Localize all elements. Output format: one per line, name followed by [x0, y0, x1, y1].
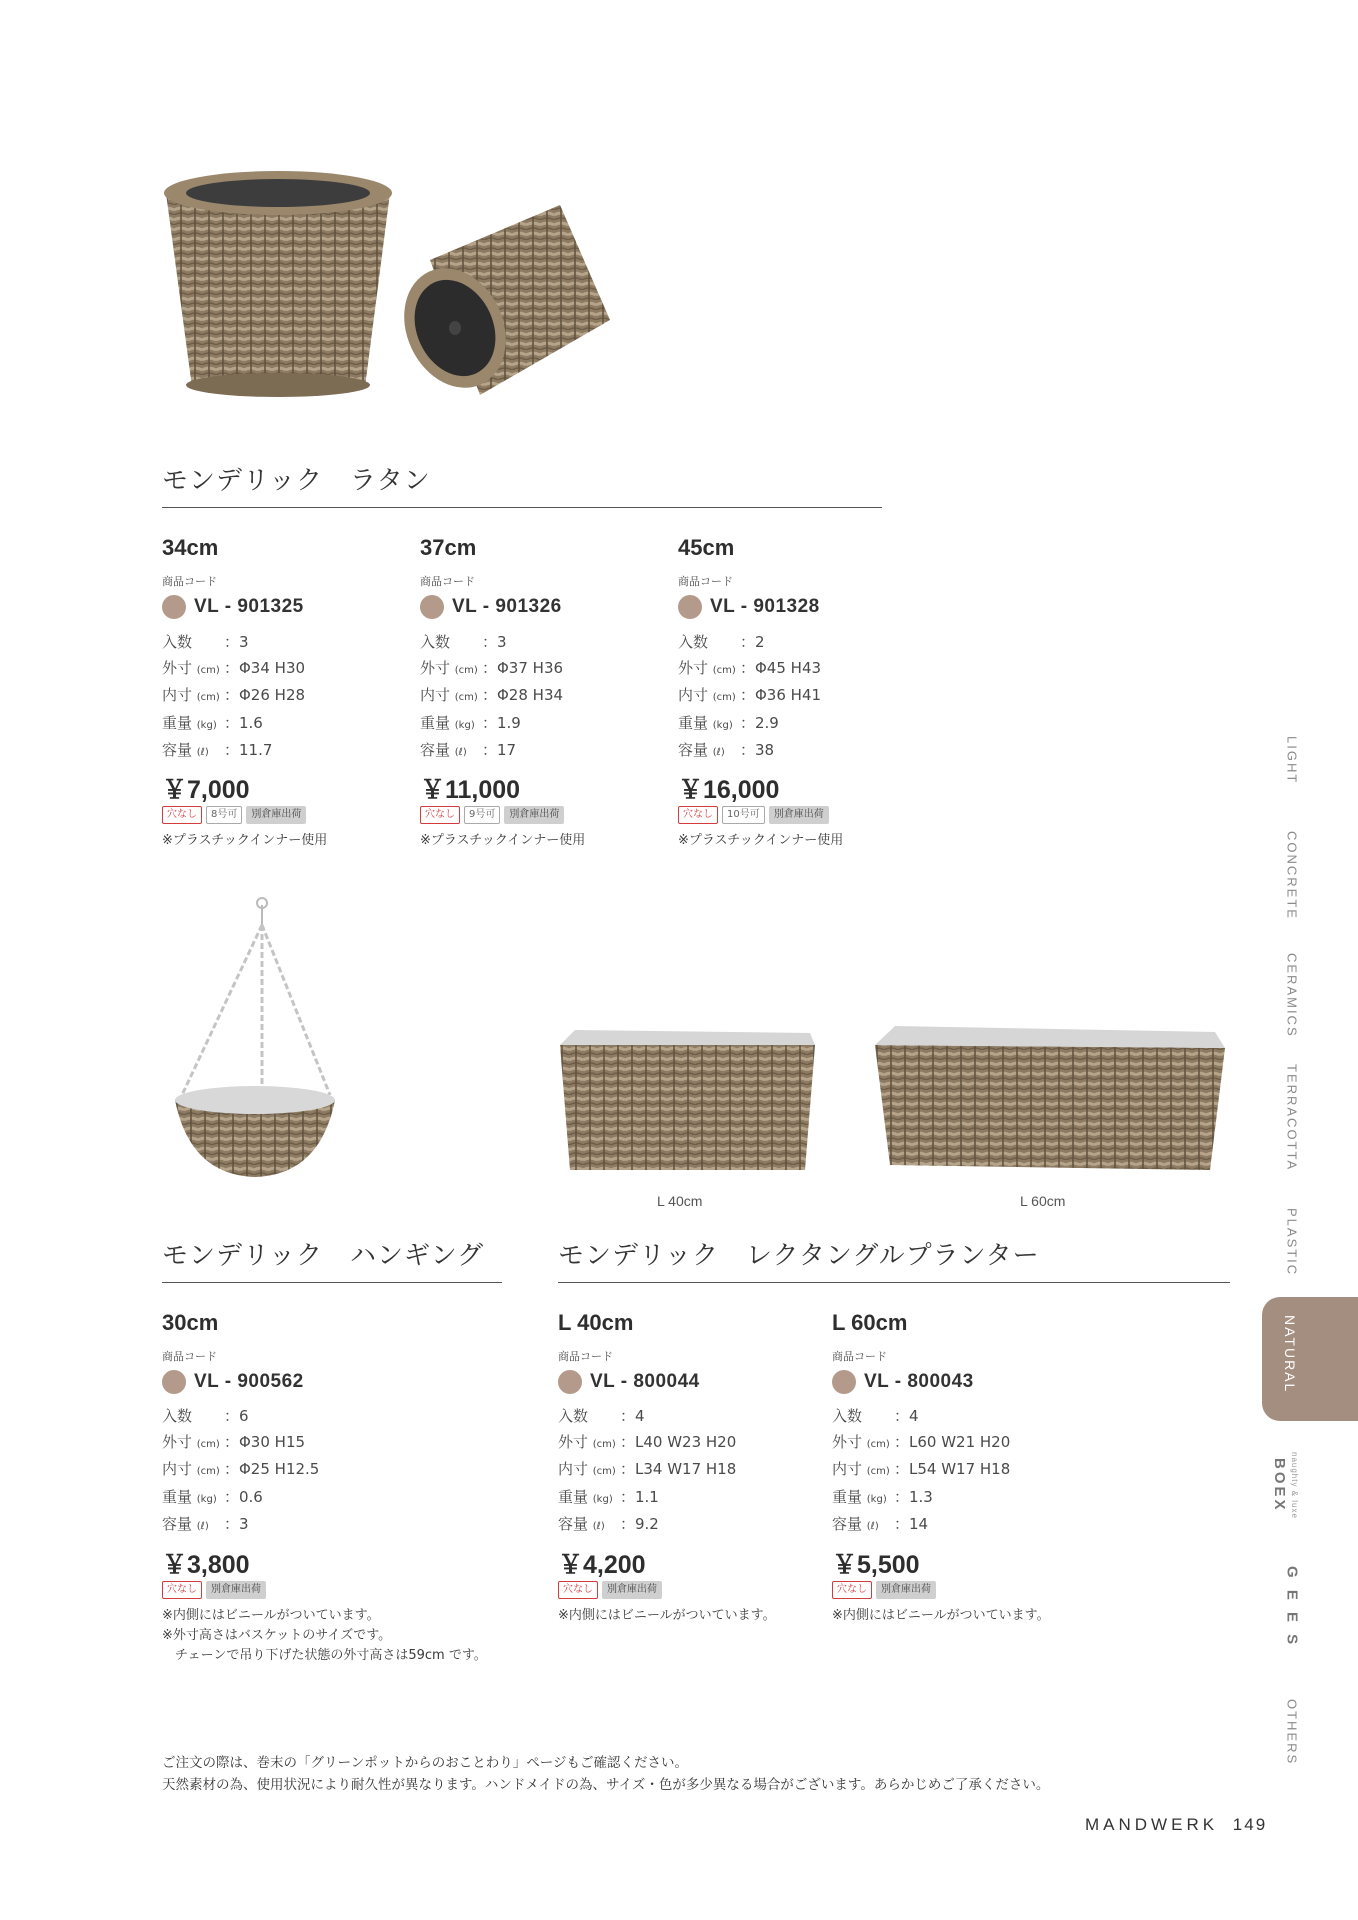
spec-key: 入数 — [678, 633, 709, 651]
color-swatch-dot — [832, 1370, 856, 1394]
product-notes — [832, 1606, 1050, 1626]
product-size: 37cm — [420, 535, 477, 560]
spec-value: ：9.2 — [620, 1515, 659, 1533]
spec-value: ：38 — [740, 741, 775, 759]
note-line: ※外寸高さはバスケットのサイズです。 — [162, 1628, 392, 1643]
color-swatch-dot — [678, 595, 702, 619]
product-tag: 9号可 — [464, 806, 500, 824]
spec-key: 入数 — [162, 633, 193, 651]
rect-planter-60-caption: L 60cm — [1020, 1193, 1066, 1209]
spec-row — [558, 1457, 736, 1485]
product-specs — [558, 1404, 736, 1540]
spec-unit: (cm) — [454, 692, 478, 703]
rattan-section-rule — [162, 507, 882, 508]
spec-value: ：4 — [894, 1407, 919, 1425]
spec-unit: (ℓ) — [592, 1521, 605, 1532]
rattan-section-title: モンデリック ラタン — [162, 466, 431, 496]
product-code-label: 商品コード — [162, 575, 217, 588]
product-tag: 別倉庫出荷 — [206, 1581, 266, 1599]
rect-section-title: モンデリック レクタングルプランター — [558, 1241, 1040, 1271]
spec-unit: (ℓ) — [454, 747, 467, 758]
spec-key: 重量 (kg) — [420, 713, 475, 732]
product-tag: 10号可 — [722, 806, 765, 824]
boex-sub-label: naughty & luxe — [1290, 1451, 1299, 1519]
spec-key: 外寸 (cm) — [420, 658, 478, 677]
note-line: ※プラスチックインナー使用 — [678, 833, 844, 848]
product-code-label: 商品コード — [832, 1350, 887, 1363]
product-code: VL - 901326 — [452, 596, 562, 617]
spec-unit: (cm) — [866, 1438, 890, 1450]
product-tag: 8号可 — [206, 806, 242, 824]
spec-value: ：6 — [224, 1407, 249, 1425]
side-tab-concrete[interactable]: CONCRETE — [1284, 830, 1300, 920]
product-code: VL - 901328 — [710, 596, 820, 617]
product-notes — [162, 1606, 487, 1666]
note-line: ※プラスチックインナー使用 — [162, 833, 328, 848]
product-tags — [162, 806, 306, 824]
spec-value: ：Φ25 H12.5 — [224, 1460, 320, 1478]
spec-row — [678, 656, 821, 684]
spec-key: 重量 (kg) — [558, 1487, 613, 1506]
spec-value: ：2 — [740, 633, 765, 651]
spec-row — [420, 738, 563, 766]
spec-row — [832, 1485, 1010, 1513]
spec-key: 外寸 (cm) — [162, 658, 220, 677]
spec-unit: (cm) — [592, 1438, 616, 1450]
product-code-label: 商品コード — [558, 1350, 613, 1363]
spec-unit: (kg) — [592, 1493, 613, 1505]
product-code-label: 商品コード — [162, 1350, 217, 1363]
spec-key: 重量 (kg) — [832, 1487, 887, 1506]
rect-planter-40-caption: L 40cm — [657, 1193, 703, 1209]
spec-unit: (cm) — [196, 1466, 220, 1477]
spec-value: ：Φ36 H41 — [740, 686, 822, 704]
spec-row — [162, 1430, 319, 1458]
product-tag: 穴なし — [420, 806, 460, 824]
spec-key: 外寸 (cm) — [832, 1432, 890, 1451]
side-tab-others[interactable]: OTHERS — [1284, 1699, 1300, 1766]
product-code: VL - 800043 — [864, 1371, 974, 1392]
brand-name: MANDWERK — [1085, 1815, 1219, 1834]
spec-key: 容量 (ℓ) — [162, 1515, 209, 1533]
spec-key: 内寸 (cm) — [678, 686, 736, 704]
spec-row — [558, 1430, 736, 1458]
spec-key: 重量 (kg) — [678, 713, 733, 732]
spec-row — [420, 656, 563, 684]
spec-row — [420, 683, 563, 711]
product-price: ￥7,000 — [162, 776, 250, 804]
product-tag: 別倉庫出荷 — [602, 1581, 662, 1599]
footer-note-2: 天然素材の為、使用状況により耐久性が異なります。ハンドメイドの為、サイズ・色が多少異なる場合がございます。あらかじめご了承ください。 — [162, 1777, 1050, 1793]
spec-row — [420, 630, 563, 656]
spec-value: ：0.6 — [224, 1487, 263, 1506]
product-code-label: 商品コード — [420, 575, 475, 588]
spec-key: 内寸 (cm) — [162, 686, 220, 704]
product-tag: 穴なし — [162, 1581, 202, 1599]
spec-unit: (kg) — [866, 1493, 887, 1505]
product-tag: 別倉庫出荷 — [504, 806, 564, 824]
spec-row — [832, 1404, 1010, 1430]
spec-unit: (kg) — [712, 719, 733, 731]
spec-key: 入数 — [832, 1407, 863, 1425]
rect-planter-60-image — [870, 1020, 1230, 1180]
product-size: L 40cm — [558, 1310, 634, 1335]
note-line: ※プラスチックインナー使用 — [420, 833, 586, 848]
side-tab-boex[interactable] — [1265, 1445, 1305, 1525]
spec-value: ：3 — [224, 1515, 249, 1533]
spec-value: ：Φ26 H28 — [224, 686, 306, 704]
spec-row — [832, 1430, 1010, 1458]
product-size: L 60cm — [832, 1310, 908, 1335]
spec-unit: (cm) — [196, 664, 220, 676]
spec-unit: (ℓ) — [866, 1521, 879, 1532]
product-price: ￥3,800 — [162, 1551, 250, 1579]
spec-key: 容量 (ℓ) — [558, 1515, 605, 1533]
spec-row — [162, 1512, 319, 1540]
product-tag: 穴なし — [678, 806, 718, 824]
spec-unit: (ℓ) — [712, 747, 725, 758]
product-tags — [558, 1581, 662, 1599]
footer-note-1: ご注文の際は、巻末の「グリーンポットからのおことわり」ページもご確認ください。 — [162, 1755, 688, 1771]
spec-row — [162, 738, 305, 766]
spec-unit: (ℓ) — [196, 1521, 209, 1532]
note-line: チェーンで吊り下げた状態の外寸高さは59cm です。 — [162, 1648, 487, 1663]
spec-value: ：L60 W21 H20 — [894, 1432, 1011, 1451]
spec-row — [558, 1512, 736, 1540]
note-line: ※内側にはビニールがついています。 — [162, 1608, 380, 1623]
spec-key: 入数 — [420, 633, 451, 651]
spec-value: ：L34 W17 H18 — [620, 1460, 737, 1478]
spec-row — [162, 630, 305, 656]
side-tab-terracotta[interactable]: TERRACOTTA — [1284, 1063, 1300, 1172]
spec-row — [678, 738, 821, 766]
spec-value: ：1.1 — [620, 1487, 659, 1506]
spec-value: ：17 — [482, 741, 517, 759]
spec-key: 容量 (ℓ) — [162, 741, 209, 759]
spec-value: ：L54 W17 H18 — [894, 1460, 1011, 1478]
rattan-basket-upright-image — [160, 165, 400, 400]
spec-unit: (cm) — [196, 1438, 220, 1450]
product-size: 30cm — [162, 1310, 219, 1335]
spec-value: ：L40 W23 H20 — [620, 1432, 737, 1451]
spec-key: 入数 — [162, 1407, 193, 1425]
note-line: ※内側にはビニールがついています。 — [558, 1608, 776, 1623]
spec-value: ：Φ30 H15 — [224, 1432, 306, 1451]
product-tag: 別倉庫出荷 — [769, 806, 829, 824]
spec-key: 入数 — [558, 1407, 589, 1425]
product-notes — [420, 831, 585, 851]
spec-row — [162, 683, 305, 711]
product-tags — [678, 806, 829, 824]
product-size: 34cm — [162, 535, 219, 560]
product-tag: 穴なし — [558, 1581, 598, 1599]
spec-value: ：Φ37 H36 — [482, 658, 564, 677]
product-specs — [162, 1404, 319, 1540]
spec-row — [558, 1404, 736, 1430]
hanging-basket-image — [170, 895, 340, 1185]
product-tags — [832, 1581, 936, 1599]
spec-row — [162, 1404, 319, 1430]
side-tab-gees[interactable]: G E E S — [1283, 1566, 1301, 1649]
spec-row — [420, 711, 563, 739]
spec-key: 外寸 (cm) — [558, 1432, 616, 1451]
spec-unit: (cm) — [196, 692, 220, 703]
side-tab-plastic[interactable]: PLASTIC — [1284, 1208, 1300, 1277]
spec-value: ：3 — [224, 633, 249, 651]
rect-planter-40-image — [555, 1025, 820, 1175]
hanging-section-rule — [162, 1282, 502, 1283]
product-price: ￥11,000 — [420, 776, 521, 804]
color-swatch-dot — [162, 595, 186, 619]
note-line: ※内側にはビニールがついています。 — [832, 1608, 1050, 1623]
product-specs — [420, 630, 563, 766]
footer-brand — [1085, 1815, 1267, 1835]
spec-row — [558, 1485, 736, 1513]
rattan-basket-tilted-image — [400, 200, 615, 400]
spec-key: 容量 (ℓ) — [678, 741, 725, 759]
product-code-label: 商品コード — [678, 575, 733, 588]
spec-value: ：4 — [620, 1407, 645, 1425]
spec-key: 外寸 (cm) — [678, 658, 736, 677]
spec-key: 容量 (ℓ) — [832, 1515, 879, 1533]
product-notes — [558, 1606, 776, 1626]
side-tab-natural[interactable]: NATURAL — [1262, 1297, 1358, 1421]
side-tab-light[interactable]: LIGHT — [1284, 735, 1300, 785]
product-tags — [162, 1581, 266, 1599]
spec-row — [162, 1457, 319, 1485]
hanging-section-title: モンデリック ハンギング — [162, 1241, 485, 1271]
product-tag: 穴なし — [832, 1581, 872, 1599]
product-tag: 穴なし — [162, 806, 202, 824]
spec-row — [678, 711, 821, 739]
spec-unit: (cm) — [712, 664, 736, 676]
spec-value: ：Φ34 H30 — [224, 658, 306, 677]
spec-unit: (kg) — [454, 719, 475, 731]
spec-unit: (kg) — [196, 1493, 217, 1505]
spec-value: ：2.9 — [740, 713, 779, 732]
spec-row — [678, 683, 821, 711]
spec-value: ：Φ28 H34 — [482, 686, 564, 704]
spec-row — [162, 711, 305, 739]
spec-key: 外寸 (cm) — [162, 1432, 220, 1451]
spec-row — [162, 1485, 319, 1513]
product-code: VL - 900562 — [194, 1371, 304, 1392]
spec-value: ：1.3 — [894, 1487, 933, 1506]
spec-unit: (cm) — [866, 1466, 890, 1477]
product-specs — [832, 1404, 1010, 1540]
product-size: 45cm — [678, 535, 735, 560]
product-price: ￥16,000 — [678, 776, 780, 804]
spec-row — [832, 1457, 1010, 1485]
spec-key: 重量 (kg) — [162, 1487, 217, 1506]
side-tab-ceramics[interactable]: CERAMICS — [1284, 952, 1300, 1038]
product-specs — [678, 630, 821, 766]
spec-unit: (kg) — [196, 719, 217, 731]
spec-key: 容量 (ℓ) — [420, 741, 467, 759]
product-notes — [678, 831, 843, 851]
product-code: VL - 901325 — [194, 596, 304, 617]
spec-value: ：3 — [482, 633, 507, 651]
product-price: ￥5,500 — [832, 1551, 920, 1579]
color-swatch-dot — [420, 595, 444, 619]
product-specs — [162, 630, 305, 766]
spec-key: 内寸 (cm) — [832, 1460, 890, 1478]
spec-row — [832, 1512, 1010, 1540]
spec-value: ：14 — [894, 1515, 929, 1533]
product-code: VL - 800044 — [590, 1371, 700, 1392]
product-tags — [420, 806, 564, 824]
spec-value: ：Φ45 H43 — [740, 658, 822, 677]
rect-section-rule — [558, 1282, 1230, 1283]
color-swatch-dot — [558, 1370, 582, 1394]
spec-value: ：11.7 — [224, 741, 273, 759]
spec-unit: (cm) — [712, 692, 736, 703]
spec-row — [162, 656, 305, 684]
boex-label: BOEX — [1271, 1457, 1288, 1513]
product-tag: 別倉庫出荷 — [246, 806, 306, 824]
spec-key: 内寸 (cm) — [420, 686, 478, 704]
product-tag: 別倉庫出荷 — [876, 1581, 936, 1599]
spec-key: 内寸 (cm) — [162, 1460, 220, 1478]
spec-unit: (cm) — [592, 1466, 616, 1477]
product-notes — [162, 831, 327, 851]
spec-key: 重量 (kg) — [162, 713, 217, 732]
spec-key: 内寸 (cm) — [558, 1460, 616, 1478]
spec-unit: (ℓ) — [196, 747, 209, 758]
spec-value: ：1.9 — [482, 713, 521, 732]
page-number: 149 — [1232, 1815, 1268, 1834]
spec-row — [678, 630, 821, 656]
color-swatch-dot — [162, 1370, 186, 1394]
product-price: ￥4,200 — [558, 1551, 646, 1579]
spec-value: ：1.6 — [224, 713, 263, 732]
spec-unit: (cm) — [454, 664, 478, 676]
